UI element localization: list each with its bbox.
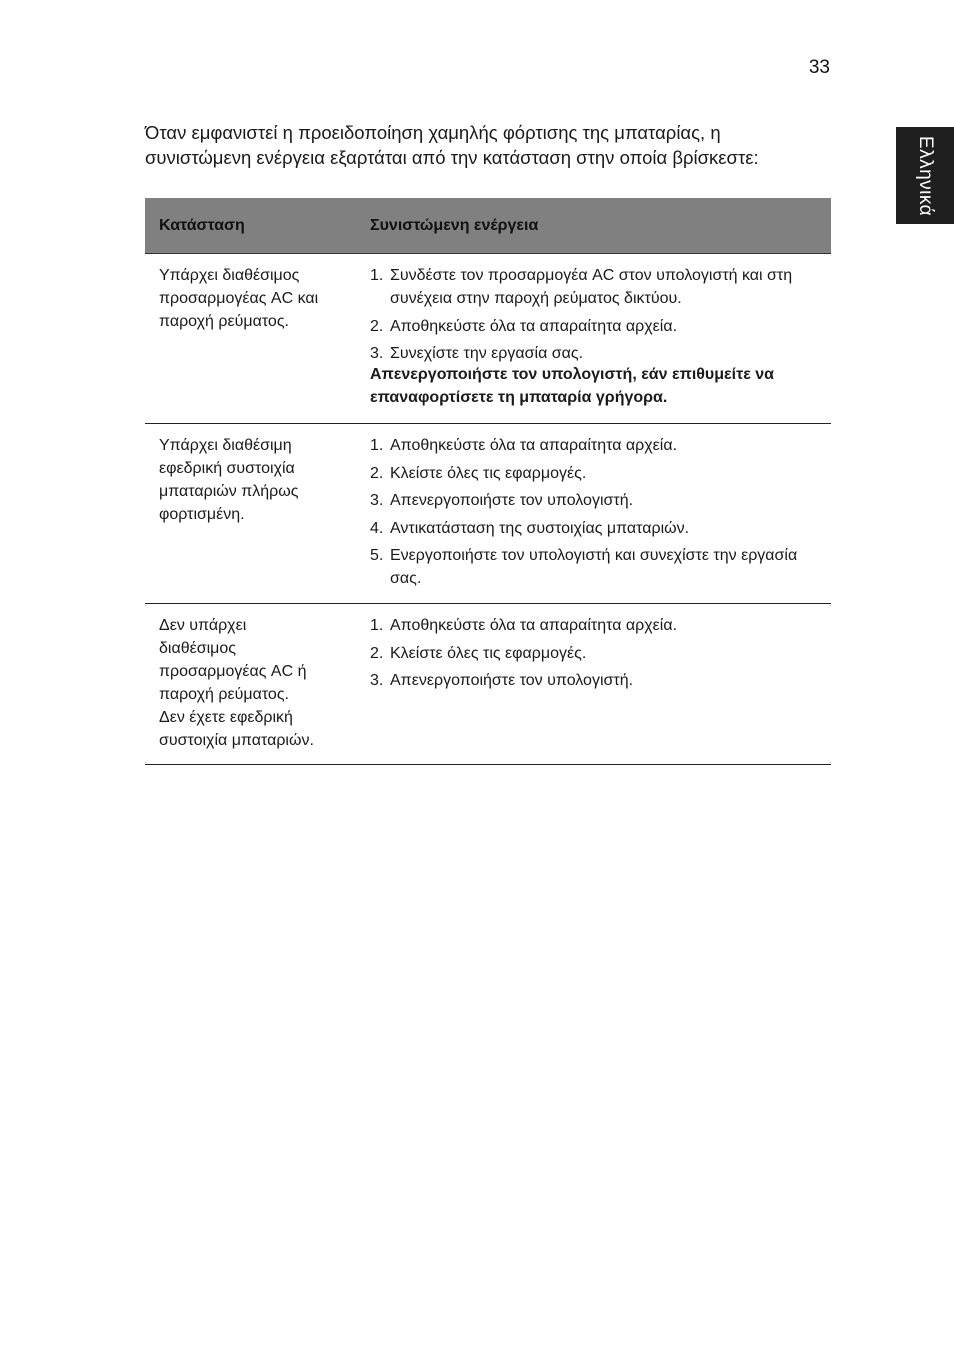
intro-paragraph bbox=[145, 120, 845, 170]
table-row bbox=[145, 254, 831, 424]
step-item bbox=[370, 342, 819, 365]
quick-recharge-note: Απενεργοποιήστε τον υπολογιστή, εάν επιθυμείτε να επαναφορτίσετε τη μπαταρία γρήγορα. bbox=[370, 366, 774, 406]
table-row bbox=[145, 604, 831, 765]
step-item bbox=[370, 434, 819, 457]
battery-actions-table bbox=[145, 198, 831, 765]
condition-line: Δεν έχετε εφεδρική bbox=[159, 709, 293, 726]
condition-line: προσαρμογέας AC ή bbox=[159, 663, 307, 680]
step-text: Ενεργοποιήστε τον υπολογιστή και συνεχίστε την εργασία σας. bbox=[390, 547, 798, 587]
step-number: 1. bbox=[370, 437, 384, 454]
condition-line: Δεν υπάρχει bbox=[159, 617, 247, 634]
step-list bbox=[370, 434, 819, 590]
table-header bbox=[145, 198, 831, 254]
intro-line: Όταν εμφανιστεί η προειδοποίηση χαμηλής φόρτισης της μπαταρίας, η bbox=[145, 122, 721, 143]
step-number: 2. bbox=[370, 644, 384, 662]
step-number: 2. bbox=[370, 317, 384, 335]
step-item bbox=[370, 517, 819, 540]
step-item bbox=[370, 669, 819, 692]
step-item bbox=[370, 315, 819, 338]
step-number: 2. bbox=[370, 464, 384, 482]
step-text: Απενεργοποιήστε τον υπολογιστή. bbox=[390, 672, 634, 689]
intro-line: συνιστώμενη ενέργεια εξαρτάται από την κατάσταση στην οποία βρίσκεστε: bbox=[145, 147, 759, 168]
language-tab bbox=[896, 127, 954, 224]
step-number: 5. bbox=[370, 547, 384, 564]
header-condition: Κατάσταση bbox=[159, 216, 245, 234]
condition-cell bbox=[145, 614, 356, 764]
condition-line: φορτισμένη. bbox=[159, 506, 245, 523]
action-cell bbox=[356, 264, 831, 423]
condition-line: παροχή ρεύματος. bbox=[159, 313, 289, 330]
condition-line: παροχή ρεύματος. bbox=[159, 686, 289, 703]
step-number: 3. bbox=[370, 672, 384, 689]
step-item bbox=[370, 462, 819, 485]
step-text: Κλείστε όλες τις εφαρμογές. bbox=[390, 644, 587, 662]
step-text: Αποθηκεύστε όλα τα απαραίτητα αρχεία. bbox=[390, 437, 678, 454]
step-number: 3. bbox=[370, 345, 384, 362]
condition-cell bbox=[145, 264, 356, 423]
condition-line: εφεδρική συστοιχία bbox=[159, 460, 295, 477]
step-item bbox=[370, 489, 819, 512]
language-tab-label: Ελληνικά bbox=[915, 135, 936, 216]
step-text: Συνδέστε τον προσαρμογέα AC στον υπολογιστή και στη συνέχεια στην παροχή ρεύματος δικτύου. bbox=[390, 267, 793, 307]
action-cell bbox=[356, 434, 831, 603]
condition-cell bbox=[145, 434, 356, 603]
condition-line: συστοιχία μπαταριών. bbox=[159, 732, 314, 749]
condition-line: Υπάρχει διαθέσιμη bbox=[159, 437, 292, 454]
step-item bbox=[370, 544, 819, 590]
step-text: Κλείστε όλες τις εφαρμογές. bbox=[390, 464, 587, 482]
condition-line: μπαταριών πλήρως bbox=[159, 483, 299, 500]
condition-line: Υπάρχει διαθέσιμος bbox=[159, 267, 300, 284]
step-text: Αντικατάσταση της συστοιχίας μπαταριών. bbox=[390, 519, 690, 537]
step-list bbox=[370, 264, 819, 365]
condition-line: διαθέσιμος bbox=[159, 640, 236, 657]
step-list bbox=[370, 614, 819, 692]
step-number: 1. bbox=[370, 267, 384, 284]
action-cell bbox=[356, 614, 831, 764]
step-text: Απενεργοποιήστε τον υπολογιστή. bbox=[390, 492, 634, 509]
step-text: Αποθηκεύστε όλα τα απαραίτητα αρχεία. bbox=[390, 617, 678, 634]
table-row bbox=[145, 424, 831, 604]
step-number: 3. bbox=[370, 492, 384, 509]
step-item bbox=[370, 614, 819, 637]
step-number: 1. bbox=[370, 617, 384, 634]
page-number: 33 bbox=[808, 57, 830, 78]
step-text: Συνεχίστε την εργασία σας. bbox=[390, 345, 584, 362]
step-item bbox=[370, 264, 819, 310]
condition-line: προσαρμογέας AC και bbox=[159, 290, 319, 307]
step-number: 4. bbox=[370, 519, 384, 537]
header-action: Συνιστώμενη ενέργεια bbox=[370, 216, 539, 234]
step-text: Αποθηκεύστε όλα τα απαραίτητα αρχεία. bbox=[390, 317, 678, 335]
step-item bbox=[370, 642, 819, 665]
